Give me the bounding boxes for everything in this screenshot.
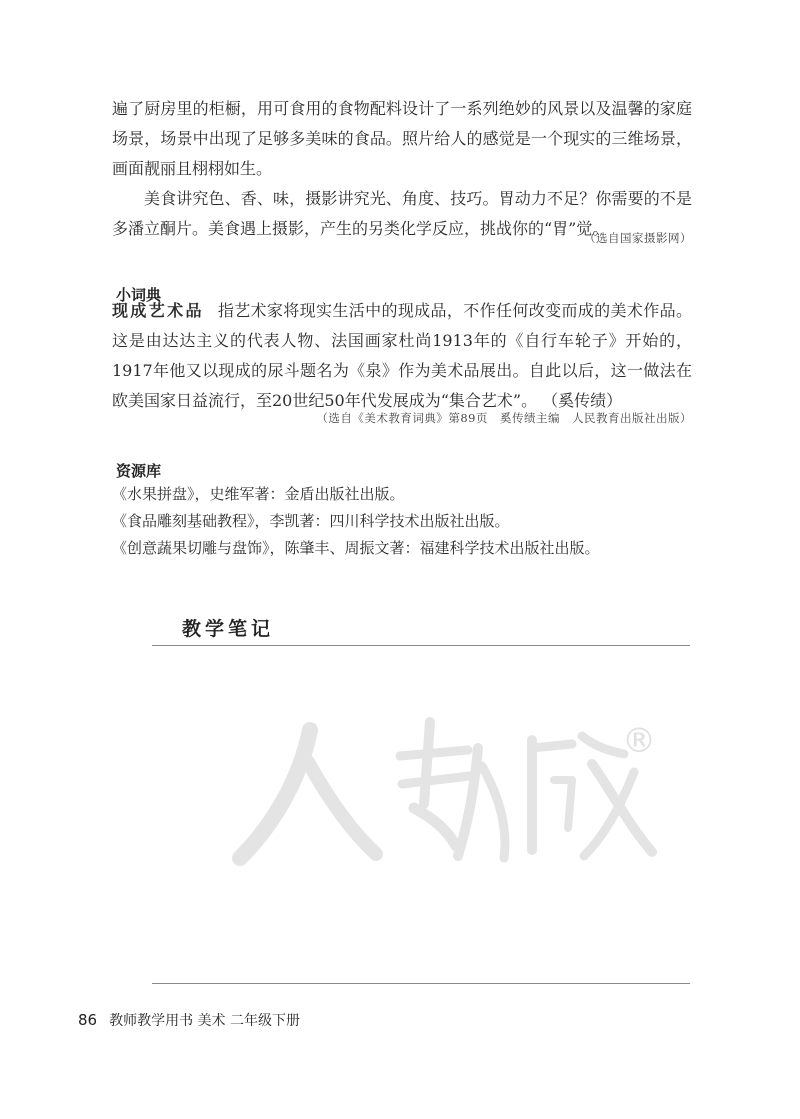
- intro-source: （选自国家摄影网）: [584, 231, 692, 245]
- publisher-watermark-logo: [232, 700, 672, 870]
- resources-heading: 资源库: [116, 462, 162, 480]
- teaching-notes-title: 教学笔记: [182, 618, 275, 640]
- resource-item: 《食品雕刻基础教程》，李凯著：四川科学技术出版社出版。: [112, 512, 510, 530]
- page-footer: [78, 1010, 300, 1030]
- notes-bottom-rule: [152, 983, 690, 984]
- dictionary-term: 现成艺术品: [112, 301, 204, 320]
- book-title: 教师教学用书 美术 二年级下册: [109, 1013, 300, 1029]
- registered-mark: ®: [622, 721, 656, 761]
- dictionary-entry: [112, 296, 692, 416]
- dictionary-definition: 指艺术家将现实生活中的现成品，不作任何改变而成的美术作品。这是由达达主义的代表人物、法国画家杜尚1913年的《自行车轮子》开始的，1917年他又以现成的尿斗题名为《泉》作为美术品展出。自此以后，这一做法在欧美国家日益流行，至20世纪50年代发展成为“集合艺术”。 （奚传绩）: [112, 301, 692, 410]
- dictionary-source: （选自《美术教育词典》第89页 奚传绩主编 人民教育出版社出版）: [316, 411, 692, 425]
- notes-top-rule: [152, 645, 690, 646]
- resource-item: 《水果拼盘》，史维军著：金盾出版社出版。: [112, 485, 405, 503]
- dictionary-heading: 小词典: [116, 286, 162, 304]
- intro-paragraph-2: 美食讲究色、香、味，摄影讲究光、角度、技巧。胃动力不足？你需要的不是多潘立酮片。美食遇上摄影，产生的另类化学反应，挑战你的“胃”觉。: [112, 189, 692, 238]
- page-number: 86: [78, 1011, 98, 1029]
- intro-paragraph-1: 遍了厨房里的柜橱，用可食用的食物配料设计了一系列绝妙的风景以及温馨的家庭场景，场景中出现了足够多美味的食品。照片给人的感觉是一个现实的三维场景，画面靓丽且栩栩如生。: [112, 99, 692, 178]
- resource-item: 《创意蔬果切雕与盘饰》，陈肇丰、周振文著：福建科学技术出版社出版。: [112, 539, 600, 557]
